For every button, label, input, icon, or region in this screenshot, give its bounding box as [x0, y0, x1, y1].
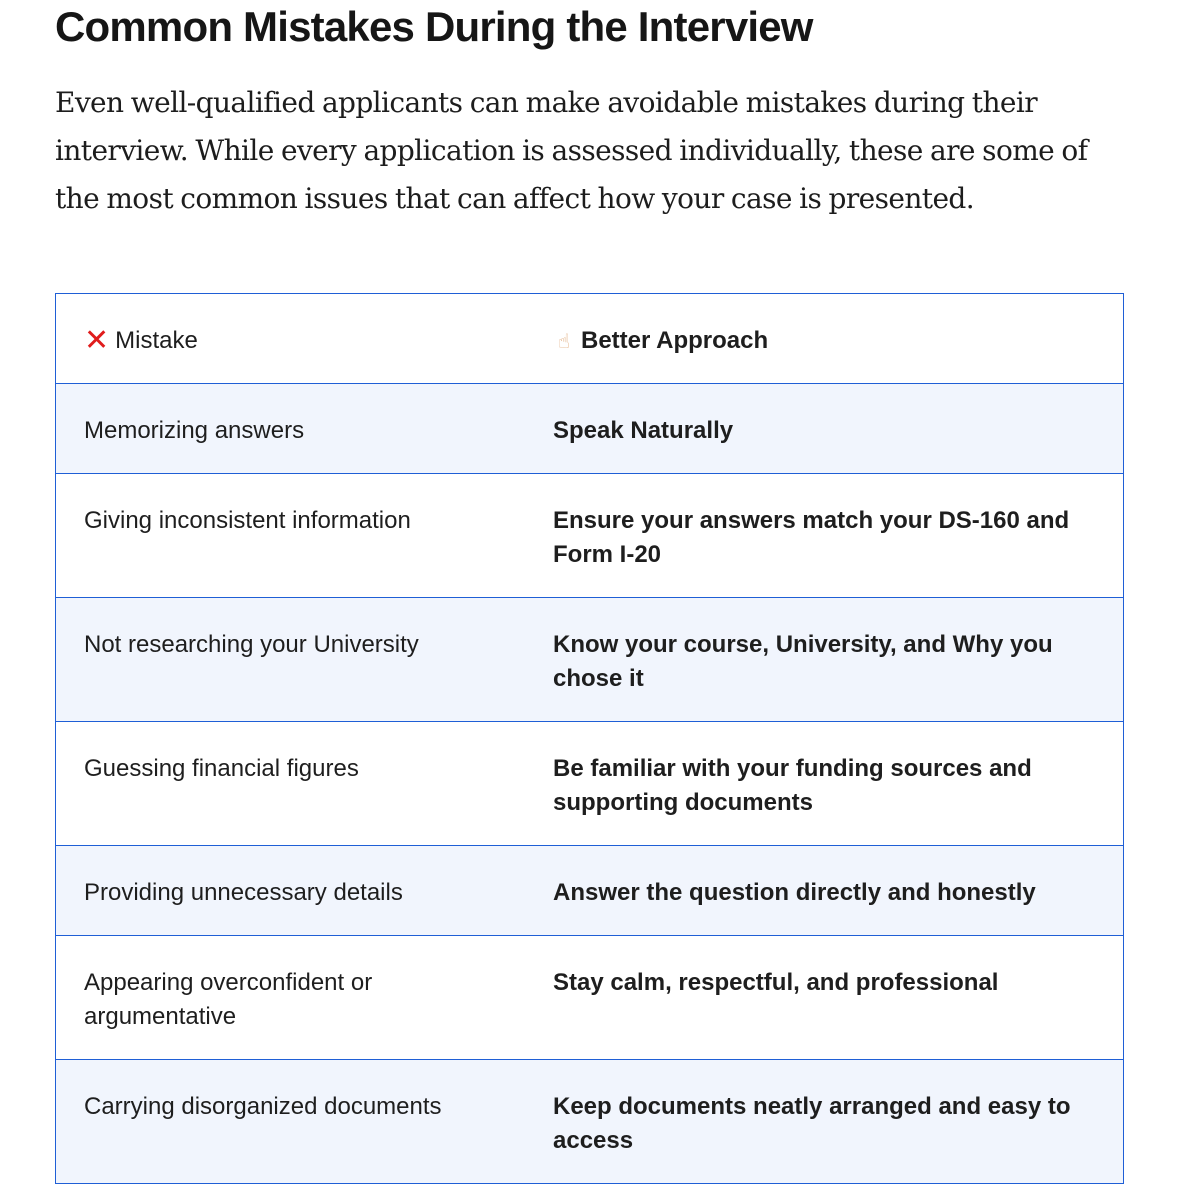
approach-column-header: [553, 294, 1124, 384]
table-row: [56, 722, 1124, 846]
mistake-column-header: [56, 294, 554, 384]
approach-cell: Speak Naturally: [553, 384, 1124, 474]
mistake-cell: Providing unnecessary details: [56, 846, 554, 936]
intro-paragraph: Even well-qualified applicants can make avoidable mistakes during their interview. While every application is assessed individually, these are some of the most common issues that can affect how your case is presented.: [55, 86, 1088, 215]
approach-cell: Ensure your answers match your DS-160 and Form I-20: [553, 474, 1124, 598]
table-row: [56, 474, 1124, 598]
approach-cell: Stay calm, respectful, and professional: [553, 936, 1124, 1060]
mistake-cell: Memorizing answers: [56, 384, 554, 474]
mistake-cell: Carrying disorganized documents: [56, 1060, 554, 1184]
mistake-cell: Not researching your University: [56, 598, 554, 722]
approach-header-label: Better Approach: [581, 327, 769, 354]
section-heading: Common Mistakes During the Interview: [55, 3, 813, 50]
approach-cell: Be familiar with your funding sources and supporting documents: [553, 722, 1124, 846]
table-row: [56, 384, 1124, 474]
mistakes-table: [55, 293, 1124, 1184]
cross-mark-icon: ✕: [84, 324, 110, 357]
approach-cell: Know your course, University, and Why you chose it: [553, 598, 1124, 722]
mistake-cell: Appearing overconfident or argumentative: [56, 936, 554, 1060]
table-row: [56, 1060, 1124, 1184]
table-row: [56, 598, 1124, 722]
table-row: [56, 846, 1124, 936]
mistake-cell: Guessing financial figures: [56, 722, 554, 846]
table-row: [56, 936, 1124, 1060]
approach-cell: Keep documents neatly arranged and easy to access: [553, 1060, 1124, 1184]
table-header-row: [56, 294, 1124, 384]
pointing-up-hand-icon: ☝: [557, 331, 571, 353]
approach-cell: Answer the question directly and honestly: [553, 846, 1124, 936]
mistake-header-label: Mistake: [115, 327, 198, 354]
mistake-cell: Giving inconsistent information: [56, 474, 554, 598]
